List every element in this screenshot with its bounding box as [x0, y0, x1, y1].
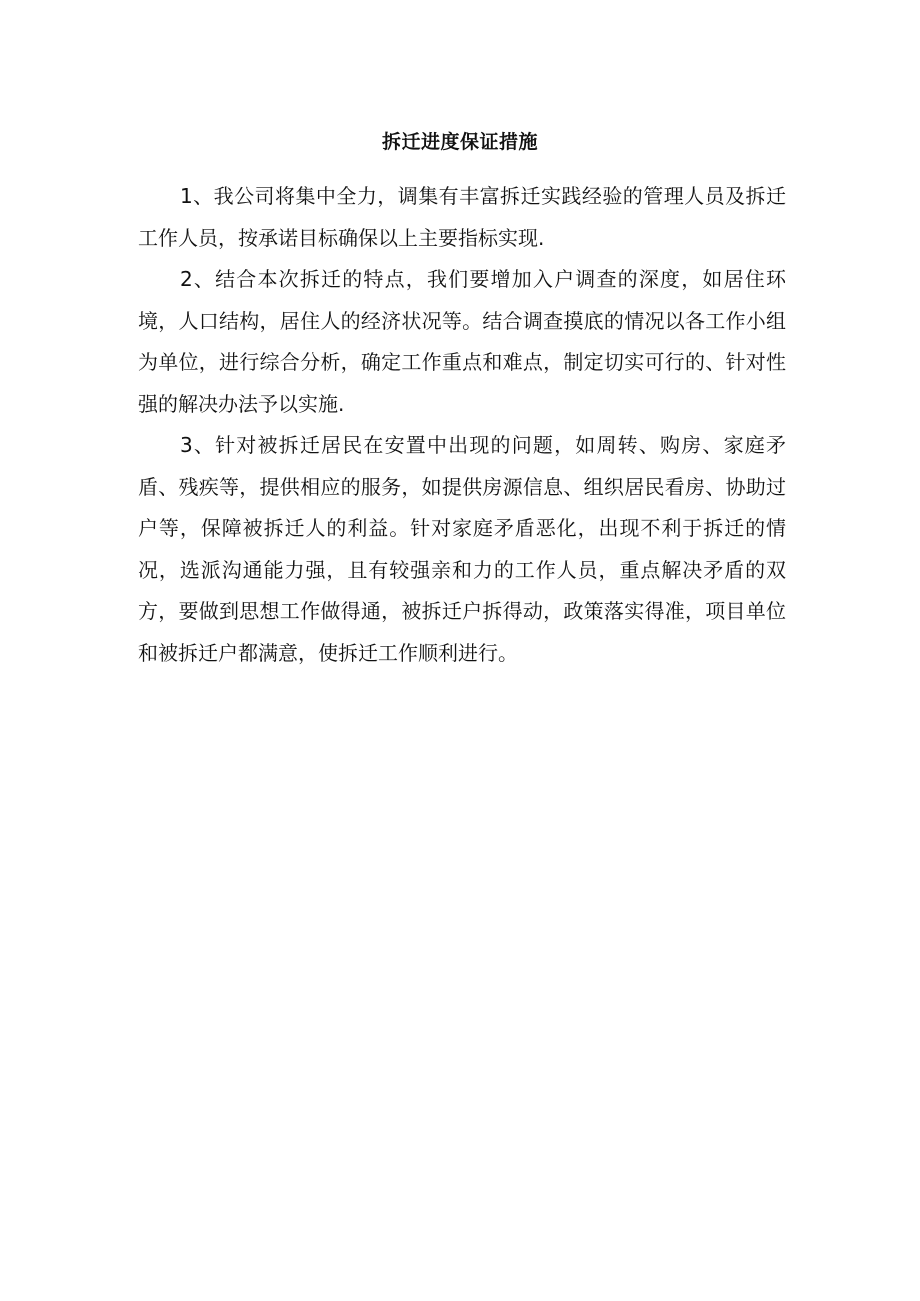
- paragraph-1: 1、我公司将集中全力，调集有丰富拆迁实践经验的管理人员及拆迁工作人员，按承诺目标确保以上主要指标实现.: [138, 184, 786, 250]
- document-body: [138, 176, 786, 674]
- paragraph-2: 2、结合本次拆迁的特点，我们要增加入户调查的深度，如居住环境，人口结构，居住人的经济状况等。结合调查摸底的情况以各工作小组为单位，进行综合分析，确定工作重点和难点，制定切实可行的、针对性强的解决办法予以实施.: [138, 267, 786, 416]
- paragraph-3: 3、针对被拆迁居民在安置中出现的问题，如周转、购房、家庭矛盾、残疾等，提供相应的服务，如提供房源信息、组织居民看房、协助过户等，保障被拆迁人的利益。针对家庭矛盾恶化，出现不利于拆迁的情况，选派沟通能力强，且有较强亲和力的工作人员，重点解决矛盾的双方，要做到思想工作做得通，被拆迁户拆得动，政策落实得准，项目单位和被拆迁户都满意，使拆迁工作顺利进行。: [138, 433, 786, 665]
- document-title: 拆迁进度保证措施: [381, 131, 538, 153]
